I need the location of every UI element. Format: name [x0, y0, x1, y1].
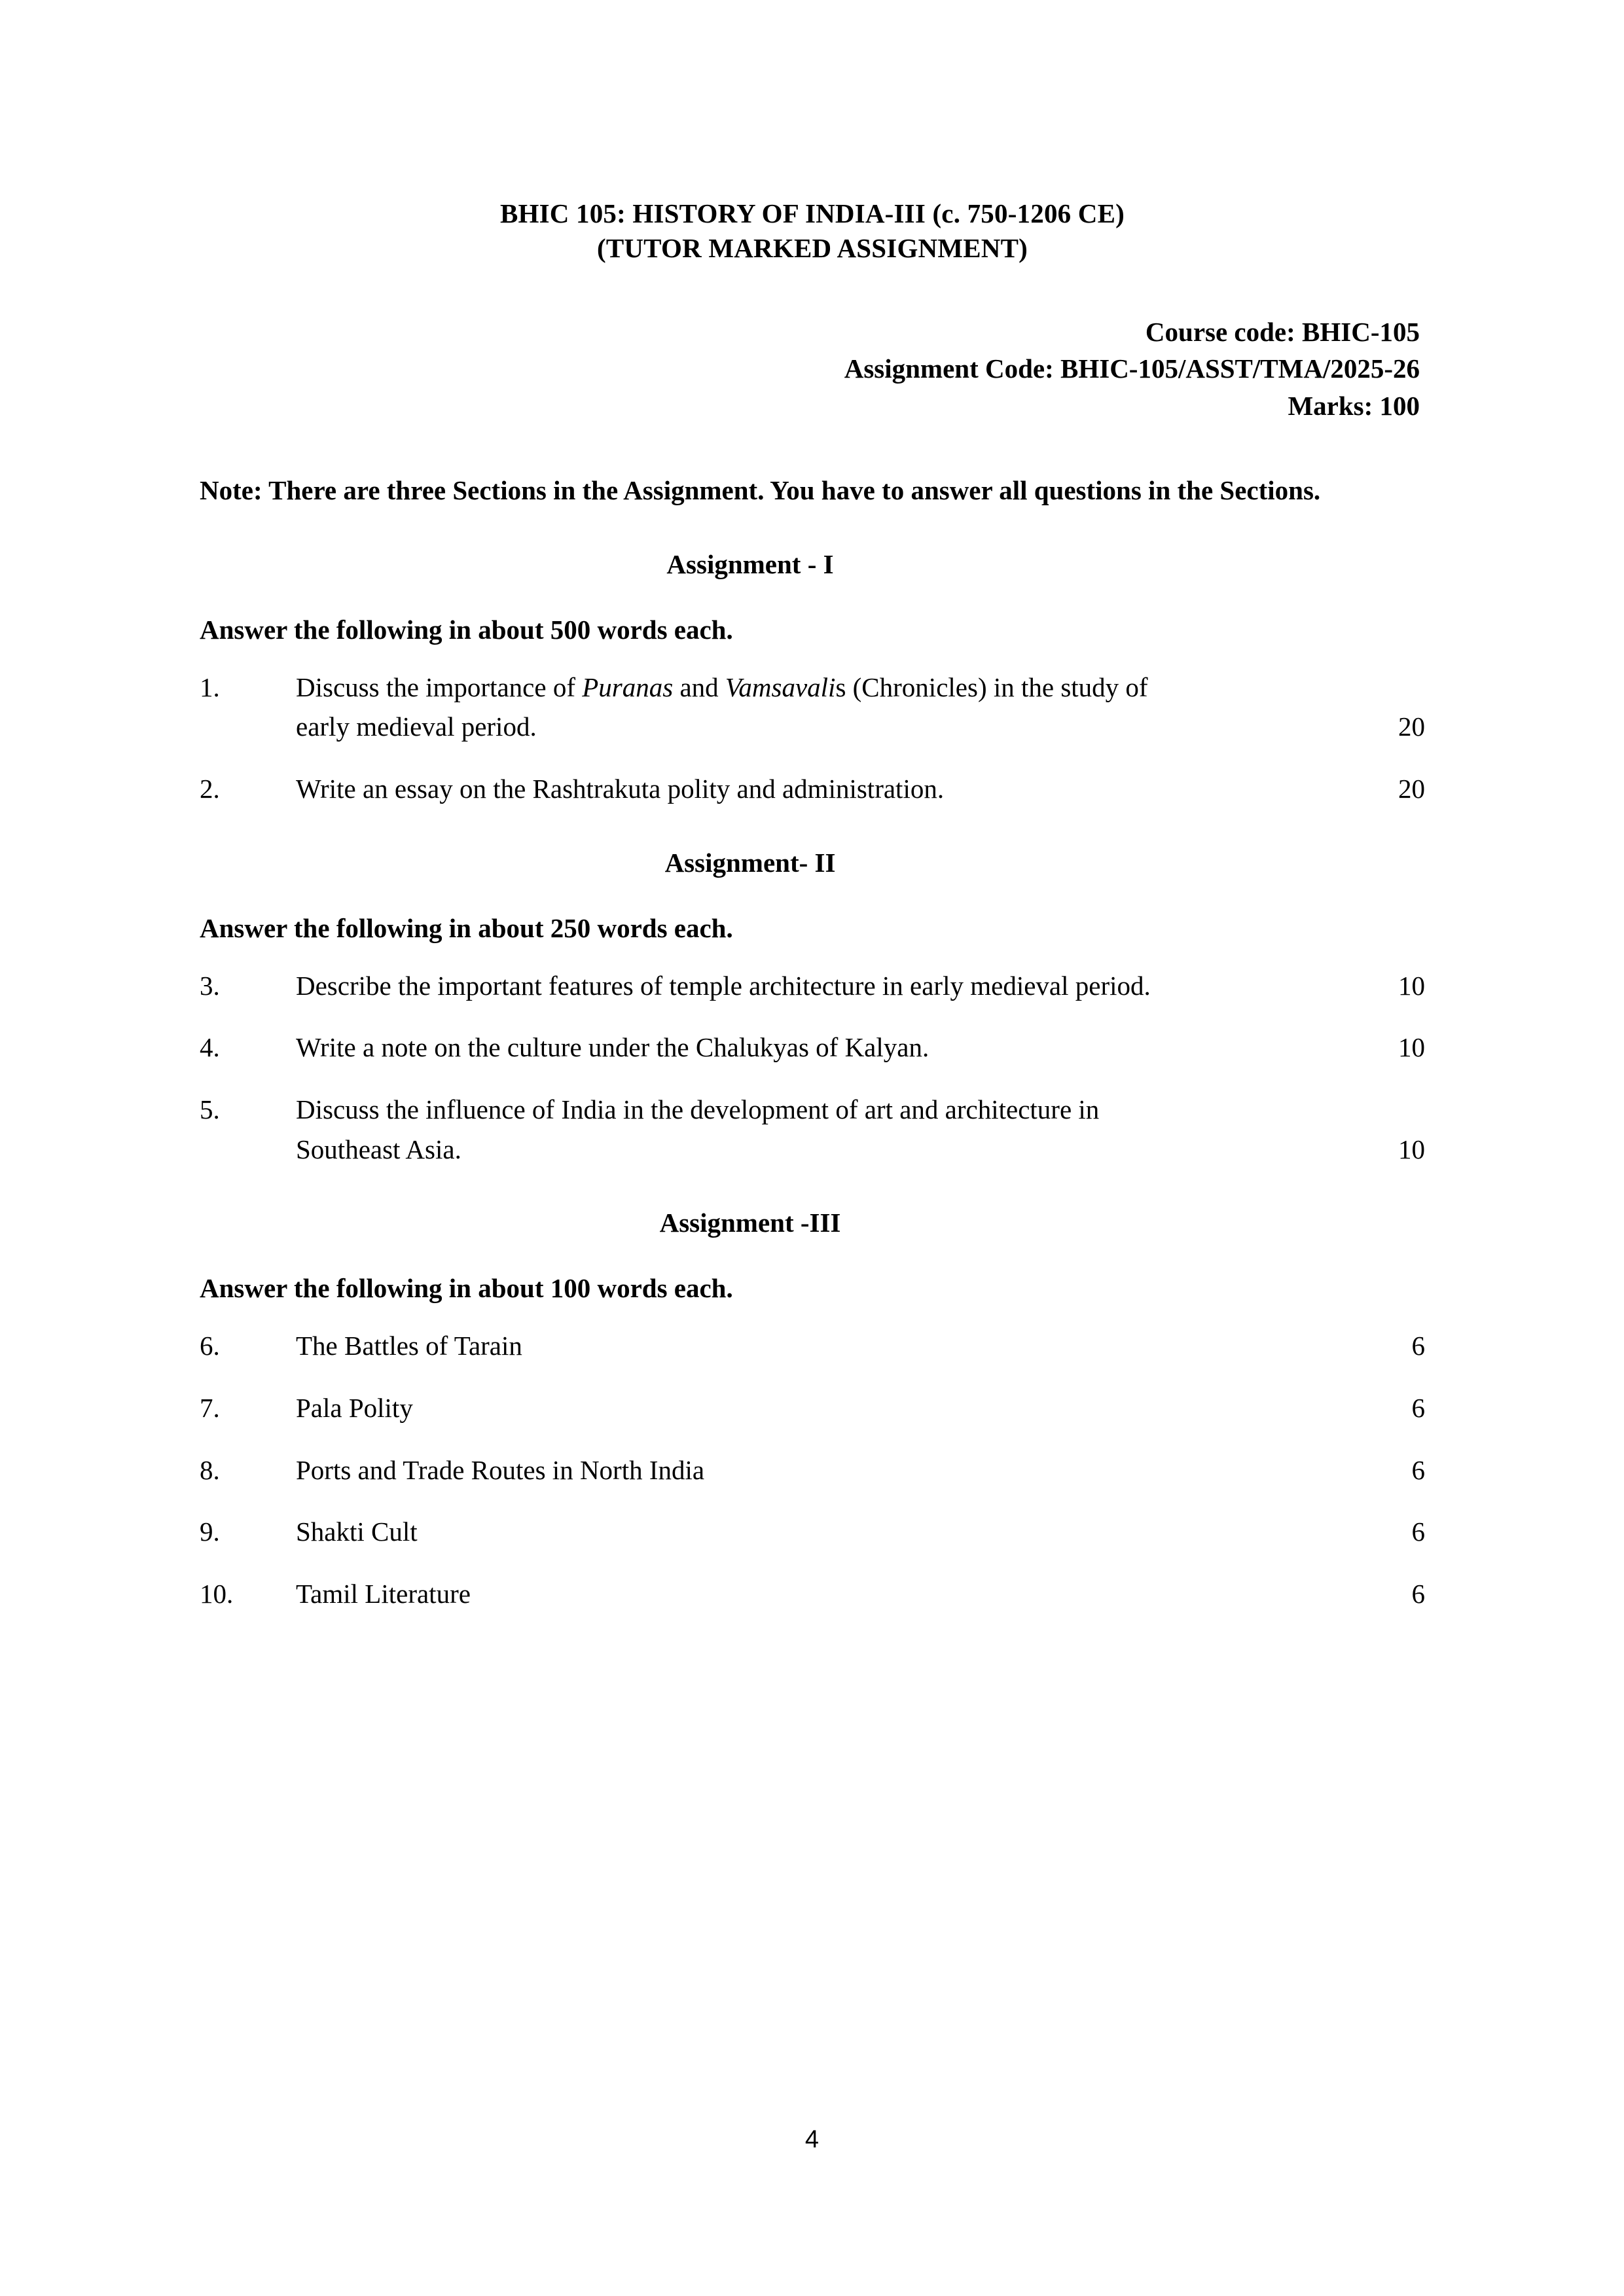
question-text-part: s (Chronicles) in the study of — [835, 672, 1148, 702]
section-instruction-ii: Answer the following in about 250 words each. — [200, 912, 733, 943]
question-text-italic: Vamsavali — [725, 672, 836, 702]
question-text-part: and — [673, 672, 725, 702]
question-text — [296, 1090, 1384, 1169]
course-code: Course code: BHIC-105 — [1145, 316, 1420, 347]
question-marks: 6 — [1411, 1579, 1425, 1609]
question-item — [200, 966, 1425, 1006]
question-text: Write an essay on the Rashtrakuta polity and administration. — [296, 774, 945, 804]
question-list-ii — [200, 966, 1425, 1170]
question-text: The Battles of Tarain — [296, 1331, 522, 1361]
question-text-lastline: early medieval period. — [296, 711, 537, 742]
question-marks: 6 — [1411, 1393, 1425, 1424]
question-number: 10. — [200, 1579, 234, 1609]
section-heading-iii: Assignment -III — [659, 1208, 841, 1238]
page-number: 4 — [804, 2126, 820, 2153]
question-text: Tamil Literature — [296, 1579, 471, 1609]
page-content — [200, 0, 1425, 1614]
assignment-code: Assignment Code: BHIC-105/ASST/TMA/2025-26 — [844, 353, 1420, 384]
question-number: 7. — [200, 1393, 220, 1424]
question-number: 8. — [200, 1454, 220, 1485]
section-instruction-iii: Answer the following in about 100 words each. — [200, 1273, 733, 1304]
document-title — [200, 196, 1425, 266]
question-number: 9. — [200, 1516, 220, 1547]
question-number: 5. — [200, 1094, 220, 1125]
question-text — [296, 668, 1384, 747]
question-list-i — [200, 668, 1425, 809]
question-number: 2. — [200, 774, 220, 804]
course-code-block — [200, 314, 1425, 425]
question-marks: 10 — [1398, 1032, 1425, 1063]
question-item — [200, 1450, 1425, 1490]
question-item — [200, 668, 1425, 747]
section-assignment-iii — [200, 1207, 1425, 1613]
question-marks: 20 — [1398, 774, 1425, 804]
question-text-lastline: Southeast Asia. — [296, 1134, 461, 1164]
total-marks: Marks: 100 — [1288, 390, 1420, 421]
question-text: Ports and Trade Routes in North India — [296, 1454, 705, 1485]
question-item — [200, 1090, 1425, 1169]
question-text-italic: Puranas — [582, 672, 674, 702]
question-text-part: Discuss the influence of India in the development of art and architecture in — [296, 1094, 1100, 1125]
question-item — [200, 769, 1425, 809]
assignment-note: Note: There are three Sections in the Assignment. You have to answer all questions in the Sections. — [200, 475, 1321, 506]
section-instruction-i: Answer the following in about 500 words each. — [200, 614, 733, 645]
question-item — [200, 1326, 1425, 1366]
title-line-2: (TUTOR MARKED ASSIGNMENT) — [596, 233, 1028, 264]
question-item — [200, 1574, 1425, 1614]
section-heading-ii: Assignment- II — [664, 847, 836, 878]
question-number: 3. — [200, 970, 220, 1001]
question-marks: 10 — [1398, 1134, 1425, 1164]
question-item — [200, 1512, 1425, 1552]
question-number: 6. — [200, 1331, 220, 1361]
question-item — [200, 1028, 1425, 1067]
question-item — [200, 1388, 1425, 1428]
question-marks: 6 — [1411, 1516, 1425, 1547]
section-assignment-ii — [200, 847, 1425, 1170]
question-marks: 20 — [1398, 711, 1425, 742]
title-line-1: BHIC 105: HISTORY OF INDIA-III (c. 750-1206 CE) — [499, 198, 1125, 228]
question-marks: 6 — [1411, 1454, 1425, 1485]
question-list-iii — [200, 1326, 1425, 1613]
question-marks: 10 — [1398, 970, 1425, 1001]
section-heading-i: Assignment - I — [666, 548, 834, 579]
section-assignment-i — [200, 548, 1425, 809]
question-text: Pala Polity — [296, 1393, 413, 1424]
question-text: Describe the important features of temple architecture in early medieval period. — [296, 970, 1151, 1001]
question-marks: 6 — [1411, 1331, 1425, 1361]
question-text: Shakti Cult — [296, 1516, 418, 1547]
question-text: Write a note on the culture under the Chalukyas of Kalyan. — [296, 1032, 929, 1063]
question-number: 4. — [200, 1032, 220, 1063]
question-number: 1. — [200, 672, 220, 702]
question-text-part: Discuss the importance of — [296, 672, 583, 702]
